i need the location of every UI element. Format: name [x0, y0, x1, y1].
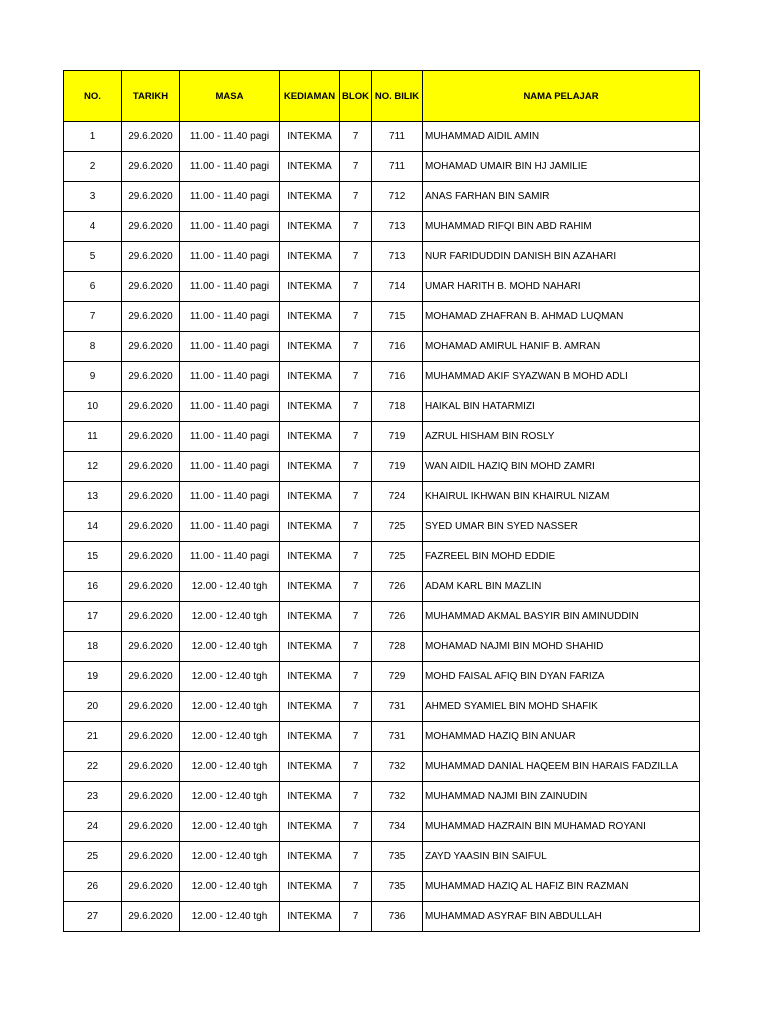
cell-kediaman: INTEKMA	[280, 752, 340, 782]
cell-no-bilik: 728	[372, 632, 423, 662]
cell-masa: 11.00 - 11.40 pagi	[180, 482, 280, 512]
cell-no: 1	[64, 122, 122, 152]
cell-blok: 7	[340, 752, 372, 782]
table-row	[64, 632, 700, 662]
header-blok: BLOK	[340, 71, 372, 122]
cell-kediaman: INTEKMA	[280, 332, 340, 362]
cell-kediaman: INTEKMA	[280, 212, 340, 242]
cell-nama-pelajar: ADAM KARL BIN MAZLIN	[423, 572, 700, 602]
cell-tarikh: 29.6.2020	[122, 692, 180, 722]
cell-tarikh: 29.6.2020	[122, 632, 180, 662]
cell-masa: 11.00 - 11.40 pagi	[180, 512, 280, 542]
cell-no: 10	[64, 392, 122, 422]
cell-blok: 7	[340, 872, 372, 902]
cell-no-bilik: 731	[372, 722, 423, 752]
cell-tarikh: 29.6.2020	[122, 602, 180, 632]
cell-nama-pelajar: NUR FARIDUDDIN DANISH BIN AZAHARI	[423, 242, 700, 272]
cell-no: 22	[64, 752, 122, 782]
cell-no-bilik: 719	[372, 452, 423, 482]
cell-tarikh: 29.6.2020	[122, 182, 180, 212]
cell-no: 4	[64, 212, 122, 242]
cell-no-bilik: 732	[372, 782, 423, 812]
cell-no-bilik: 715	[372, 302, 423, 332]
cell-no: 9	[64, 362, 122, 392]
cell-no: 19	[64, 662, 122, 692]
table-body	[64, 122, 700, 932]
cell-blok: 7	[340, 692, 372, 722]
cell-nama-pelajar: WAN AIDIL HAZIQ BIN MOHD ZAMRI	[423, 452, 700, 482]
table-row	[64, 902, 700, 932]
cell-tarikh: 29.6.2020	[122, 662, 180, 692]
cell-no: 15	[64, 542, 122, 572]
cell-masa: 11.00 - 11.40 pagi	[180, 332, 280, 362]
cell-tarikh: 29.6.2020	[122, 722, 180, 752]
header-kediaman: KEDIAMAN	[280, 71, 340, 122]
cell-masa: 12.00 - 12.40 tgh	[180, 872, 280, 902]
table-row	[64, 812, 700, 842]
cell-no-bilik: 714	[372, 272, 423, 302]
cell-tarikh: 29.6.2020	[122, 812, 180, 842]
cell-no: 16	[64, 572, 122, 602]
cell-no: 12	[64, 452, 122, 482]
cell-kediaman: INTEKMA	[280, 452, 340, 482]
cell-nama-pelajar: UMAR HARITH B. MOHD NAHARI	[423, 272, 700, 302]
cell-kediaman: INTEKMA	[280, 782, 340, 812]
cell-masa: 12.00 - 12.40 tgh	[180, 812, 280, 842]
cell-masa: 11.00 - 11.40 pagi	[180, 392, 280, 422]
cell-no-bilik: 716	[372, 362, 423, 392]
cell-nama-pelajar: MOHD FAISAL AFIQ BIN DYAN FARIZA	[423, 662, 700, 692]
table-row	[64, 572, 700, 602]
cell-masa: 11.00 - 11.40 pagi	[180, 302, 280, 332]
header-no-bilik: NO. BILIK	[372, 71, 423, 122]
cell-nama-pelajar: MOHAMAD ZHAFRAN B. AHMAD LUQMAN	[423, 302, 700, 332]
cell-no: 27	[64, 902, 122, 932]
cell-kediaman: INTEKMA	[280, 662, 340, 692]
cell-blok: 7	[340, 842, 372, 872]
cell-blok: 7	[340, 902, 372, 932]
cell-masa: 12.00 - 12.40 tgh	[180, 692, 280, 722]
cell-blok: 7	[340, 332, 372, 362]
cell-masa: 11.00 - 11.40 pagi	[180, 182, 280, 212]
table-row	[64, 332, 700, 362]
cell-kediaman: INTEKMA	[280, 512, 340, 542]
cell-nama-pelajar: MUHAMMAD AKIF SYAZWAN B MOHD ADLI	[423, 362, 700, 392]
cell-nama-pelajar: AZRUL HISHAM BIN ROSLY	[423, 422, 700, 452]
cell-no-bilik: 726	[372, 602, 423, 632]
cell-no-bilik: 716	[372, 332, 423, 362]
cell-no: 18	[64, 632, 122, 662]
cell-no-bilik: 732	[372, 752, 423, 782]
cell-nama-pelajar: FAZREEL BIN MOHD EDDIE	[423, 542, 700, 572]
cell-tarikh: 29.6.2020	[122, 362, 180, 392]
cell-tarikh: 29.6.2020	[122, 872, 180, 902]
cell-kediaman: INTEKMA	[280, 842, 340, 872]
cell-blok: 7	[340, 242, 372, 272]
cell-nama-pelajar: MUHAMMAD HAZRAIN BIN MUHAMAD ROYANI	[423, 812, 700, 842]
cell-kediaman: INTEKMA	[280, 722, 340, 752]
cell-no: 20	[64, 692, 122, 722]
cell-kediaman: INTEKMA	[280, 302, 340, 332]
cell-kediaman: INTEKMA	[280, 482, 340, 512]
cell-no-bilik: 719	[372, 422, 423, 452]
cell-blok: 7	[340, 512, 372, 542]
cell-no: 11	[64, 422, 122, 452]
cell-nama-pelajar: MOHAMAD UMAIR BIN HJ JAMILIE	[423, 152, 700, 182]
cell-masa: 12.00 - 12.40 tgh	[180, 602, 280, 632]
table-row	[64, 782, 700, 812]
cell-tarikh: 29.6.2020	[122, 152, 180, 182]
table-row	[64, 422, 700, 452]
cell-masa: 11.00 - 11.40 pagi	[180, 122, 280, 152]
cell-no: 14	[64, 512, 122, 542]
cell-masa: 12.00 - 12.40 tgh	[180, 632, 280, 662]
cell-no-bilik: 726	[372, 572, 423, 602]
cell-no-bilik: 712	[372, 182, 423, 212]
cell-masa: 11.00 - 11.40 pagi	[180, 152, 280, 182]
cell-no: 5	[64, 242, 122, 272]
cell-masa: 11.00 - 11.40 pagi	[180, 362, 280, 392]
header-masa: MASA	[180, 71, 280, 122]
cell-no: 24	[64, 812, 122, 842]
table-row	[64, 482, 700, 512]
cell-tarikh: 29.6.2020	[122, 302, 180, 332]
cell-tarikh: 29.6.2020	[122, 902, 180, 932]
cell-no-bilik: 735	[372, 872, 423, 902]
cell-no-bilik: 725	[372, 542, 423, 572]
cell-masa: 11.00 - 11.40 pagi	[180, 542, 280, 572]
cell-no-bilik: 736	[372, 902, 423, 932]
cell-no-bilik: 718	[372, 392, 423, 422]
cell-tarikh: 29.6.2020	[122, 512, 180, 542]
cell-masa: 12.00 - 12.40 tgh	[180, 782, 280, 812]
cell-no: 3	[64, 182, 122, 212]
cell-blok: 7	[340, 602, 372, 632]
cell-kediaman: INTEKMA	[280, 872, 340, 902]
student-schedule-table	[63, 70, 700, 932]
cell-kediaman: INTEKMA	[280, 422, 340, 452]
cell-nama-pelajar: MOHAMAD NAJMI BIN MOHD SHAHID	[423, 632, 700, 662]
cell-tarikh: 29.6.2020	[122, 782, 180, 812]
cell-blok: 7	[340, 572, 372, 602]
cell-blok: 7	[340, 182, 372, 212]
cell-no-bilik: 711	[372, 122, 423, 152]
table-row	[64, 752, 700, 782]
cell-kediaman: INTEKMA	[280, 692, 340, 722]
cell-nama-pelajar: ZAYD YAASIN BIN SAIFUL	[423, 842, 700, 872]
cell-kediaman: INTEKMA	[280, 122, 340, 152]
cell-tarikh: 29.6.2020	[122, 272, 180, 302]
cell-masa: 12.00 - 12.40 tgh	[180, 662, 280, 692]
cell-masa: 11.00 - 11.40 pagi	[180, 422, 280, 452]
table-row	[64, 662, 700, 692]
cell-blok: 7	[340, 812, 372, 842]
table-row	[64, 722, 700, 752]
table-row	[64, 452, 700, 482]
cell-blok: 7	[340, 152, 372, 182]
cell-tarikh: 29.6.2020	[122, 572, 180, 602]
cell-tarikh: 29.6.2020	[122, 242, 180, 272]
cell-tarikh: 29.6.2020	[122, 452, 180, 482]
cell-masa: 11.00 - 11.40 pagi	[180, 242, 280, 272]
header-nama-pelajar: NAMA PELAJAR	[423, 71, 700, 122]
cell-kediaman: INTEKMA	[280, 572, 340, 602]
table-row	[64, 152, 700, 182]
cell-nama-pelajar: MUHAMMAD AIDIL AMIN	[423, 122, 700, 152]
cell-blok: 7	[340, 632, 372, 662]
cell-no-bilik: 725	[372, 512, 423, 542]
cell-nama-pelajar: SYED UMAR BIN SYED NASSER	[423, 512, 700, 542]
cell-kediaman: INTEKMA	[280, 182, 340, 212]
cell-no: 7	[64, 302, 122, 332]
cell-no-bilik: 734	[372, 812, 423, 842]
cell-nama-pelajar: MOHAMMAD HAZIQ BIN ANUAR	[423, 722, 700, 752]
cell-tarikh: 29.6.2020	[122, 422, 180, 452]
cell-masa: 12.00 - 12.40 tgh	[180, 902, 280, 932]
table-row	[64, 302, 700, 332]
cell-blok: 7	[340, 362, 372, 392]
cell-nama-pelajar: MUHAMMAD DANIAL HAQEEM BIN HARAIS FADZILLA	[423, 752, 700, 782]
cell-masa: 12.00 - 12.40 tgh	[180, 572, 280, 602]
cell-tarikh: 29.6.2020	[122, 332, 180, 362]
cell-nama-pelajar: MUHAMMAD RIFQI BIN ABD RAHIM	[423, 212, 700, 242]
table-row	[64, 242, 700, 272]
cell-kediaman: INTEKMA	[280, 272, 340, 302]
cell-no-bilik: 711	[372, 152, 423, 182]
cell-nama-pelajar: MUHAMMAD NAJMI BIN ZAINUDIN	[423, 782, 700, 812]
cell-masa: 12.00 - 12.40 tgh	[180, 842, 280, 872]
cell-tarikh: 29.6.2020	[122, 212, 180, 242]
cell-no: 23	[64, 782, 122, 812]
cell-masa: 12.00 - 12.40 tgh	[180, 722, 280, 752]
cell-nama-pelajar: MUHAMMAD HAZIQ AL HAFIZ BIN RAZMAN	[423, 872, 700, 902]
table-row	[64, 542, 700, 572]
cell-blok: 7	[340, 302, 372, 332]
header-no: NO.	[64, 71, 122, 122]
cell-kediaman: INTEKMA	[280, 362, 340, 392]
header-tarikh: TARIKH	[122, 71, 180, 122]
cell-blok: 7	[340, 122, 372, 152]
cell-tarikh: 29.6.2020	[122, 122, 180, 152]
cell-nama-pelajar: AHMED SYAMIEL BIN MOHD SHAFIK	[423, 692, 700, 722]
cell-nama-pelajar: HAIKAL BIN HATARMIZI	[423, 392, 700, 422]
cell-no-bilik: 713	[372, 242, 423, 272]
cell-blok: 7	[340, 782, 372, 812]
cell-no: 6	[64, 272, 122, 302]
cell-blok: 7	[340, 452, 372, 482]
table-row	[64, 362, 700, 392]
cell-no: 26	[64, 872, 122, 902]
table-row	[64, 842, 700, 872]
cell-kediaman: INTEKMA	[280, 392, 340, 422]
cell-nama-pelajar: MUHAMMAD AKMAL BASYIR BIN AMINUDDIN	[423, 602, 700, 632]
cell-no: 25	[64, 842, 122, 872]
cell-blok: 7	[340, 482, 372, 512]
cell-tarikh: 29.6.2020	[122, 482, 180, 512]
cell-no-bilik: 731	[372, 692, 423, 722]
cell-kediaman: INTEKMA	[280, 152, 340, 182]
cell-no: 8	[64, 332, 122, 362]
cell-tarikh: 29.6.2020	[122, 392, 180, 422]
cell-blok: 7	[340, 662, 372, 692]
table-row	[64, 212, 700, 242]
cell-no-bilik: 729	[372, 662, 423, 692]
cell-blok: 7	[340, 212, 372, 242]
table-row	[64, 272, 700, 302]
cell-tarikh: 29.6.2020	[122, 842, 180, 872]
cell-no-bilik: 735	[372, 842, 423, 872]
cell-no-bilik: 724	[372, 482, 423, 512]
table-row	[64, 512, 700, 542]
cell-kediaman: INTEKMA	[280, 632, 340, 662]
cell-no: 2	[64, 152, 122, 182]
table-row	[64, 602, 700, 632]
cell-no: 21	[64, 722, 122, 752]
table-row	[64, 872, 700, 902]
table-header-row	[64, 71, 700, 122]
cell-kediaman: INTEKMA	[280, 902, 340, 932]
cell-blok: 7	[340, 392, 372, 422]
cell-no-bilik: 713	[372, 212, 423, 242]
cell-blok: 7	[340, 722, 372, 752]
cell-nama-pelajar: MOHAMAD AMIRUL HANIF B. AMRAN	[423, 332, 700, 362]
cell-blok: 7	[340, 422, 372, 452]
table-row	[64, 182, 700, 212]
cell-kediaman: INTEKMA	[280, 812, 340, 842]
cell-masa: 11.00 - 11.40 pagi	[180, 212, 280, 242]
cell-blok: 7	[340, 272, 372, 302]
cell-nama-pelajar: MUHAMMAD ASYRAF BIN ABDULLAH	[423, 902, 700, 932]
table-row	[64, 122, 700, 152]
cell-tarikh: 29.6.2020	[122, 752, 180, 782]
cell-nama-pelajar: KHAIRUL IKHWAN BIN KHAIRUL NIZAM	[423, 482, 700, 512]
cell-blok: 7	[340, 542, 372, 572]
cell-kediaman: INTEKMA	[280, 242, 340, 272]
cell-kediaman: INTEKMA	[280, 602, 340, 632]
cell-masa: 11.00 - 11.40 pagi	[180, 452, 280, 482]
table-row	[64, 392, 700, 422]
cell-no: 13	[64, 482, 122, 512]
cell-kediaman: INTEKMA	[280, 542, 340, 572]
table-row	[64, 692, 700, 722]
cell-masa: 12.00 - 12.40 tgh	[180, 752, 280, 782]
cell-tarikh: 29.6.2020	[122, 542, 180, 572]
cell-nama-pelajar: ANAS FARHAN BIN SAMIR	[423, 182, 700, 212]
cell-no: 17	[64, 602, 122, 632]
cell-masa: 11.00 - 11.40 pagi	[180, 272, 280, 302]
